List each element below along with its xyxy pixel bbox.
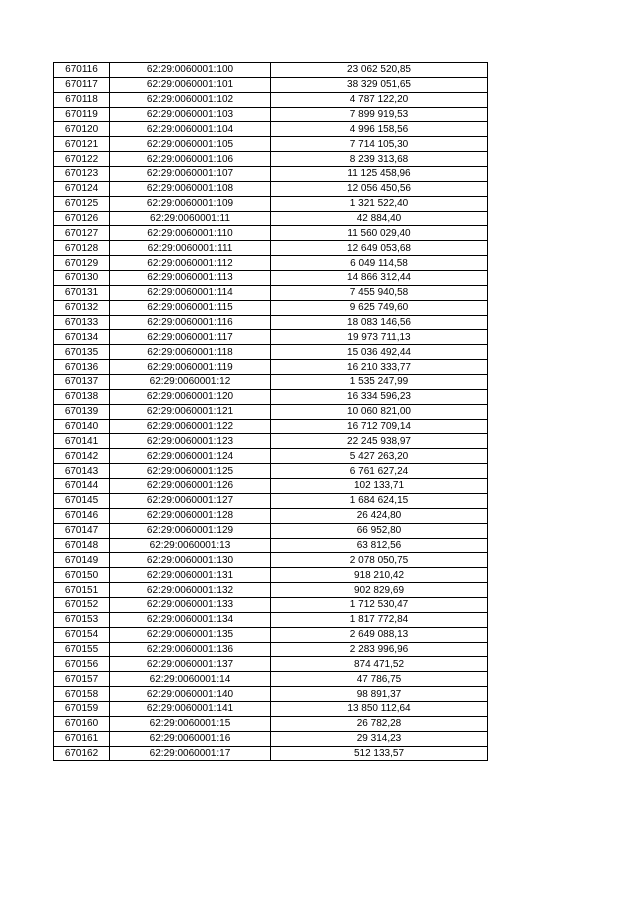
table-row xyxy=(54,122,488,137)
cadastral-number-cell: 62:29:0060001:133 xyxy=(110,597,271,612)
row-number-cell: 670130 xyxy=(54,271,110,286)
cadastral-number-cell: 62:29:0060001:122 xyxy=(110,419,271,434)
row-number-cell: 670146 xyxy=(54,508,110,523)
table-row xyxy=(54,731,488,746)
table-row xyxy=(54,746,488,761)
cadastral-number-cell: 62:29:0060001:117 xyxy=(110,330,271,345)
table-row xyxy=(54,330,488,345)
row-number-cell: 670117 xyxy=(54,77,110,92)
table-row xyxy=(54,196,488,211)
table-row xyxy=(54,716,488,731)
table-row xyxy=(54,241,488,256)
row-number-cell: 670159 xyxy=(54,701,110,716)
cadastral-number-cell: 62:29:0060001:11 xyxy=(110,211,271,226)
table-row xyxy=(54,568,488,583)
cadastral-number-cell: 62:29:0060001:141 xyxy=(110,701,271,716)
cadastral-number-cell: 62:29:0060001:134 xyxy=(110,612,271,627)
value-cell: 1 817 772,84 xyxy=(271,612,488,627)
row-number-cell: 670155 xyxy=(54,642,110,657)
table-row xyxy=(54,627,488,642)
table-row xyxy=(54,687,488,702)
row-number-cell: 670137 xyxy=(54,375,110,390)
table-row xyxy=(54,360,488,375)
table-row xyxy=(54,345,488,360)
row-number-cell: 670141 xyxy=(54,434,110,449)
table-body xyxy=(54,63,488,761)
row-number-cell: 670156 xyxy=(54,657,110,672)
value-cell: 23 062 520,85 xyxy=(271,63,488,78)
cadastral-number-cell: 62:29:0060001:106 xyxy=(110,152,271,167)
value-cell: 42 884,40 xyxy=(271,211,488,226)
table-row xyxy=(54,211,488,226)
row-number-cell: 670125 xyxy=(54,196,110,211)
value-cell: 1 684 624,15 xyxy=(271,493,488,508)
value-cell: 874 471,52 xyxy=(271,657,488,672)
table-row xyxy=(54,63,488,78)
table-row xyxy=(54,107,488,122)
value-cell: 1 712 530,47 xyxy=(271,597,488,612)
cadastral-number-cell: 62:29:0060001:137 xyxy=(110,657,271,672)
cadastral-number-cell: 62:29:0060001:110 xyxy=(110,226,271,241)
row-number-cell: 670122 xyxy=(54,152,110,167)
value-cell: 5 427 263,20 xyxy=(271,449,488,464)
cadastral-number-cell: 62:29:0060001:15 xyxy=(110,716,271,731)
cadastral-number-cell: 62:29:0060001:13 xyxy=(110,538,271,553)
table-row xyxy=(54,657,488,672)
cadastral-number-cell: 62:29:0060001:104 xyxy=(110,122,271,137)
row-number-cell: 670148 xyxy=(54,538,110,553)
value-cell: 6 761 627,24 xyxy=(271,464,488,479)
value-cell: 7 455 940,58 xyxy=(271,285,488,300)
cadastral-number-cell: 62:29:0060001:129 xyxy=(110,523,271,538)
row-number-cell: 670119 xyxy=(54,107,110,122)
row-number-cell: 670120 xyxy=(54,122,110,137)
value-cell: 19 973 711,13 xyxy=(271,330,488,345)
table-row xyxy=(54,583,488,598)
table-row xyxy=(54,434,488,449)
table-row xyxy=(54,523,488,538)
cadastral-number-cell: 62:29:0060001:112 xyxy=(110,256,271,271)
cadastral-number-cell: 62:29:0060001:101 xyxy=(110,77,271,92)
cadastral-number-cell: 62:29:0060001:109 xyxy=(110,196,271,211)
value-cell: 11 125 458,96 xyxy=(271,167,488,182)
table-row xyxy=(54,226,488,241)
row-number-cell: 670129 xyxy=(54,256,110,271)
table-row xyxy=(54,271,488,286)
row-number-cell: 670128 xyxy=(54,241,110,256)
value-cell: 98 891,37 xyxy=(271,687,488,702)
value-cell: 10 060 821,00 xyxy=(271,404,488,419)
row-number-cell: 670150 xyxy=(54,568,110,583)
table-row xyxy=(54,167,488,182)
row-number-cell: 670123 xyxy=(54,167,110,182)
row-number-cell: 670116 xyxy=(54,63,110,78)
cadastral-number-cell: 62:29:0060001:114 xyxy=(110,285,271,300)
table-row xyxy=(54,181,488,196)
table-row xyxy=(54,256,488,271)
row-number-cell: 670139 xyxy=(54,404,110,419)
row-number-cell: 670134 xyxy=(54,330,110,345)
value-cell: 1 321 522,40 xyxy=(271,196,488,211)
value-cell: 918 210,42 xyxy=(271,568,488,583)
table-row xyxy=(54,300,488,315)
row-number-cell: 670157 xyxy=(54,672,110,687)
value-cell: 47 786,75 xyxy=(271,672,488,687)
table-row xyxy=(54,152,488,167)
cadastral-number-cell: 62:29:0060001:121 xyxy=(110,404,271,419)
value-cell: 11 560 029,40 xyxy=(271,226,488,241)
cadastral-number-cell: 62:29:0060001:116 xyxy=(110,315,271,330)
row-number-cell: 670145 xyxy=(54,493,110,508)
value-cell: 14 866 312,44 xyxy=(271,271,488,286)
value-cell: 26 424,80 xyxy=(271,508,488,523)
value-cell: 7 899 919,53 xyxy=(271,107,488,122)
value-cell: 2 283 996,96 xyxy=(271,642,488,657)
row-number-cell: 670154 xyxy=(54,627,110,642)
cadastral-number-cell: 62:29:0060001:14 xyxy=(110,672,271,687)
value-cell: 8 239 313,68 xyxy=(271,152,488,167)
row-number-cell: 670131 xyxy=(54,285,110,300)
row-number-cell: 670151 xyxy=(54,583,110,598)
value-cell: 13 850 112,64 xyxy=(271,701,488,716)
row-number-cell: 670153 xyxy=(54,612,110,627)
row-number-cell: 670126 xyxy=(54,211,110,226)
table-row xyxy=(54,612,488,627)
table-row xyxy=(54,493,488,508)
value-cell: 63 812,56 xyxy=(271,538,488,553)
cadastral-number-cell: 62:29:0060001:119 xyxy=(110,360,271,375)
cadastral-number-cell: 62:29:0060001:102 xyxy=(110,92,271,107)
row-number-cell: 670143 xyxy=(54,464,110,479)
row-number-cell: 670136 xyxy=(54,360,110,375)
row-number-cell: 670127 xyxy=(54,226,110,241)
cadastral-number-cell: 62:29:0060001:127 xyxy=(110,493,271,508)
value-cell: 902 829,69 xyxy=(271,583,488,598)
value-cell: 4 787 122,20 xyxy=(271,92,488,107)
value-cell: 18 083 146,56 xyxy=(271,315,488,330)
value-cell: 7 714 105,30 xyxy=(271,137,488,152)
cadastral-number-cell: 62:29:0060001:132 xyxy=(110,583,271,598)
row-number-cell: 670118 xyxy=(54,92,110,107)
value-cell: 16 712 709,14 xyxy=(271,419,488,434)
table-row xyxy=(54,479,488,494)
row-number-cell: 670140 xyxy=(54,419,110,434)
row-number-cell: 670144 xyxy=(54,479,110,494)
row-number-cell: 670152 xyxy=(54,597,110,612)
value-cell: 2 078 050,75 xyxy=(271,553,488,568)
cadastral-number-cell: 62:29:0060001:118 xyxy=(110,345,271,360)
value-cell: 6 049 114,58 xyxy=(271,256,488,271)
row-number-cell: 670133 xyxy=(54,315,110,330)
row-number-cell: 670162 xyxy=(54,746,110,761)
table-row xyxy=(54,92,488,107)
table-row xyxy=(54,389,488,404)
cadastral-number-cell: 62:29:0060001:105 xyxy=(110,137,271,152)
value-cell: 12 649 053,68 xyxy=(271,241,488,256)
value-cell: 66 952,80 xyxy=(271,523,488,538)
cadastral-number-cell: 62:29:0060001:111 xyxy=(110,241,271,256)
cadastral-number-cell: 62:29:0060001:126 xyxy=(110,479,271,494)
cadastral-number-cell: 62:29:0060001:125 xyxy=(110,464,271,479)
table-row xyxy=(54,672,488,687)
cadastral-number-cell: 62:29:0060001:135 xyxy=(110,627,271,642)
cadastral-number-cell: 62:29:0060001:124 xyxy=(110,449,271,464)
table-row xyxy=(54,77,488,92)
row-number-cell: 670132 xyxy=(54,300,110,315)
cadastral-value-table xyxy=(53,62,488,761)
table-row xyxy=(54,553,488,568)
row-number-cell: 670160 xyxy=(54,716,110,731)
cadastral-number-cell: 62:29:0060001:130 xyxy=(110,553,271,568)
cadastral-number-cell: 62:29:0060001:107 xyxy=(110,167,271,182)
cadastral-number-cell: 62:29:0060001:17 xyxy=(110,746,271,761)
value-cell: 4 996 158,56 xyxy=(271,122,488,137)
table-row xyxy=(54,597,488,612)
cadastral-number-cell: 62:29:0060001:136 xyxy=(110,642,271,657)
value-cell: 16 334 596,23 xyxy=(271,389,488,404)
table-row xyxy=(54,538,488,553)
table-row xyxy=(54,701,488,716)
row-number-cell: 670124 xyxy=(54,181,110,196)
row-number-cell: 670121 xyxy=(54,137,110,152)
row-number-cell: 670149 xyxy=(54,553,110,568)
table-row xyxy=(54,315,488,330)
cadastral-number-cell: 62:29:0060001:113 xyxy=(110,271,271,286)
row-number-cell: 670135 xyxy=(54,345,110,360)
value-cell: 9 625 749,60 xyxy=(271,300,488,315)
row-number-cell: 670147 xyxy=(54,523,110,538)
value-cell: 29 314,23 xyxy=(271,731,488,746)
cadastral-number-cell: 62:29:0060001:100 xyxy=(110,63,271,78)
value-cell: 38 329 051,65 xyxy=(271,77,488,92)
cadastral-number-cell: 62:29:0060001:16 xyxy=(110,731,271,746)
table-row xyxy=(54,375,488,390)
cadastral-number-cell: 62:29:0060001:123 xyxy=(110,434,271,449)
table-row xyxy=(54,285,488,300)
row-number-cell: 670142 xyxy=(54,449,110,464)
value-cell: 512 133,57 xyxy=(271,746,488,761)
row-number-cell: 670158 xyxy=(54,687,110,702)
row-number-cell: 670138 xyxy=(54,389,110,404)
table-row xyxy=(54,508,488,523)
cadastral-number-cell: 62:29:0060001:131 xyxy=(110,568,271,583)
cadastral-number-cell: 62:29:0060001:103 xyxy=(110,107,271,122)
value-cell: 12 056 450,56 xyxy=(271,181,488,196)
row-number-cell: 670161 xyxy=(54,731,110,746)
cadastral-number-cell: 62:29:0060001:128 xyxy=(110,508,271,523)
table-row xyxy=(54,642,488,657)
cadastral-number-cell: 62:29:0060001:140 xyxy=(110,687,271,702)
table-row xyxy=(54,404,488,419)
value-cell: 1 535 247,99 xyxy=(271,375,488,390)
table-row xyxy=(54,419,488,434)
value-cell: 2 649 088,13 xyxy=(271,627,488,642)
table-row xyxy=(54,464,488,479)
table-row xyxy=(54,137,488,152)
value-cell: 22 245 938,97 xyxy=(271,434,488,449)
table-row xyxy=(54,449,488,464)
cadastral-number-cell: 62:29:0060001:108 xyxy=(110,181,271,196)
cadastral-number-cell: 62:29:0060001:120 xyxy=(110,389,271,404)
value-cell: 15 036 492,44 xyxy=(271,345,488,360)
cadastral-number-cell: 62:29:0060001:12 xyxy=(110,375,271,390)
value-cell: 26 782,28 xyxy=(271,716,488,731)
cadastral-number-cell: 62:29:0060001:115 xyxy=(110,300,271,315)
value-cell: 102 133,71 xyxy=(271,479,488,494)
value-cell: 16 210 333,77 xyxy=(271,360,488,375)
